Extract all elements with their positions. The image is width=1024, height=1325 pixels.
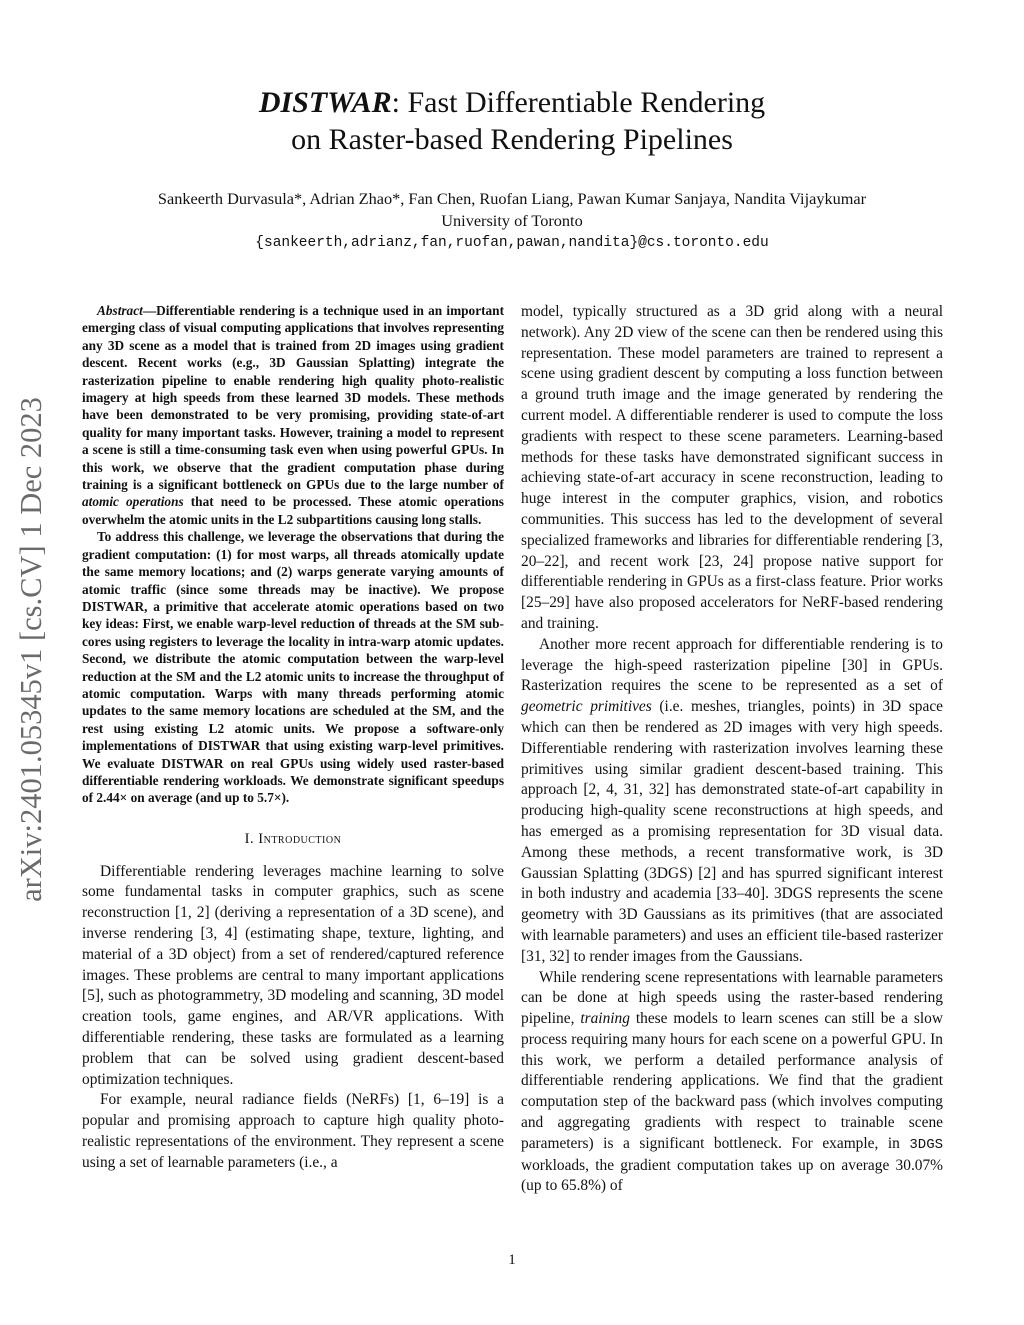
right-p3-a: While rendering scene representations with learnable parameters can be done at high speeds using the raster-based rendering pipeline,: [521, 968, 943, 1028]
abstract: [82, 302, 504, 807]
author-affiliation: University of Toronto: [441, 211, 583, 230]
page-number: 1: [508, 1252, 516, 1268]
abstract-paragraph-2: To address this challenge, we leverage the observations that during the gradient computation: (1) for most warps, all threads atomically update the same memory locations; and (2) warps generate varying amounts of atomic traffic (since some threads may be inactive). We propose DISTWAR, a primitive that accelerate atomic operations based on two key ideas: First, we enable warp-level reduction of threads at the SM sub-cores using registers to leverage the locality in intra-warp atomic updates. Second, we distribute the atomic computation between the warp-level reduction at the SM and the L2 atomic units to increase the throughput of atomic computation. Warps with many threads performing atomic updates to the same memory locations are scheduled at the SM, and the rest using existing L2 atomic units. We propose a software-only implementations of DISTWAR that using existing warp-level primitives. We evaluate DISTWAR on real GPUs using widely used raster-based differentiable rendering workloads. We demonstrate significant speedups of 2.44× on average (and up to 5.7×).: [82, 529, 504, 806]
paper-title: [80, 84, 944, 158]
right-p2-a: Another more recent approach for differentiable rendering is to leverage the high-speed rasterization pipeline [30] in GPUs. Rasterization requires the scene to be represented as a set of: [521, 635, 943, 695]
abstract-p1-b: that need to be processed. These atomic operations overwhelm the atomic units in the L2 subpartitions causing long stalls.: [82, 494, 504, 527]
section-title: Introduction: [258, 830, 342, 847]
arxiv-identifier: [3, 362, 59, 936]
right-paragraph-2: [521, 635, 943, 968]
right-p3-em: training: [580, 1010, 630, 1028]
intro-paragraph-2: For example, neural radiance fields (NeRFs) [1, 6–19] is a popular and promising approach to capture high quality photo-realistic representations of the environment. They represent a scene using a set of learnable parameters (i.e., a: [82, 1091, 504, 1171]
right-p2-b: (i.e. meshes, triangles, points) in 3D space which can then be rendered as 2D images with very high speeds. Differentiable rendering with rasterization involves learning these primitives using similar gradient descent-based training. This approach [2, 4, 31, 32] has demonstrated state-of-art capability in producing high-quality scene reconstructions at high speeds, and has emerged as a promising representation for 3D visual data. Among these methods, a recent transformative work, is 3D Gaussian Splatting (3DGS) [2] and has spurred significant interest in both industry and academia [33–40]. 3DGS represents the scene geometry with 3D Gaussians as its primitives (that are associated with learnable parameters) and uses an efficient tile-based rasterizer [31, 32] to render images from the Gaussians.: [521, 698, 943, 965]
section-heading-introduction: [82, 829, 504, 850]
abstract-paragraph-1: [82, 302, 504, 528]
title-line-1: [80, 84, 944, 121]
author-names: Sankeerth Durvasula*, Adrian Zhao*, Fan Chen, Ruofan Liang, Pawan Kumar Sanjaya, Nandita Vijaykumar: [157, 189, 867, 208]
right-paragraph-1: model, typically structured as a 3D grid along with a neural network). Any 2D view of the scene can then be rendered using this representation. These model parameters are trained to represent a scene using gradient descent by computing a loss function between a ground truth image and the image generated by rendering the current model. A differentiable renderer is used to compute the loss gradients with respect to these scene parameters. Learning-based methods for these tasks have demonstrated significant success in achieving state-of-art accuracy in scene reconstruction, leading to huge interest in the computer graphics, vision, and robotics communities. This success has led to the development of several specialized frameworks and libraries for differentiable rendering [3, 20–22], and recent work [23, 24] propose native support for differentiable rendering in GPUs as a first-class feature. Prior works [25–29] have also proposed accelerators for NeRF-based rendering and training.: [521, 303, 943, 632]
right-p2-em: geometric primitives: [521, 698, 652, 716]
title-line-2: on Raster-based Rendering Pipelines: [291, 123, 733, 156]
abstract-p1-em: atomic operations: [82, 494, 184, 510]
section-numeral: I.: [244, 830, 259, 847]
right-paragraph-3: [521, 968, 943, 1198]
title-system-name: DISTWAR: [258, 86, 392, 119]
abstract-p1-a: —Differentiable rendering is a technique used in an important emerging class of visual computing applications that involves representing any 3D scene as a model that is trained from 2D images using gradient descent. Recent works (e.g., 3D Gaussian Splatting) integrate the rasterization pipeline to enable rendering high quality photo-realistic imagery at high speeds from these learned 3D models. These methods have been demonstrated to be very promising, providing state-of-art quality for many important tasks. However, training a model to represent a scene is still a time-consuming task even when using powerful GPUs. In this work, we observe that the gradient computation phase during training is a significant bottleneck on GPUs due to the large number of: [82, 303, 504, 493]
author-emails: {sankeerth,adrianz,fan,ruofan,pawan,nandita}@cs.toronto.edu: [255, 235, 769, 251]
right-column: [521, 302, 943, 1197]
title-line-1-rest: : Fast Differentiable Rendering: [391, 86, 766, 119]
right-p3-c: workloads, the gradient computation takes up on average 30.07% (up to 65.8%) of: [521, 1156, 943, 1195]
left-column: [82, 302, 504, 1174]
intro-paragraph-1: Differentiable rendering leverages machine learning to solve some fundamental tasks in computer graphics, such as scene reconstruction [1, 2] (deriving a representation of a 3D scene), and inverse rendering [3, 4] (estimating shape, texture, lighting, and material of a 3D object) from a set of rendered/captured reference images. These problems are central to many important applications [5], such as photogrammetry, 3D modeling and scanning, 3D model creation tools, game engines, and AR/VR applications. With differentiable rendering, these tasks are formulated as a learning problem that can be solved using gradient descent-based optimization techniques.: [82, 862, 504, 1088]
right-p3-b: these models to learn scenes can still be a slow process requiring many hours for each scene on a powerful GPU. In this work, we perform a detailed performance analysis of differentiable rendering applications. We find that the gradient computation step of the backward pass (which involves computing and aggregating gradients with respect to trainable scene parameters) is a significant bottleneck. For example, in: [521, 1010, 943, 1152]
abstract-lead: Abstract: [97, 303, 143, 318]
right-p3-mono: 3DGS: [909, 1136, 943, 1153]
author-block: [60, 188, 964, 254]
arxiv-identifier-text: arXiv:2401.05345v1 [cs.CV] 1 Dec 2023: [13, 396, 48, 902]
